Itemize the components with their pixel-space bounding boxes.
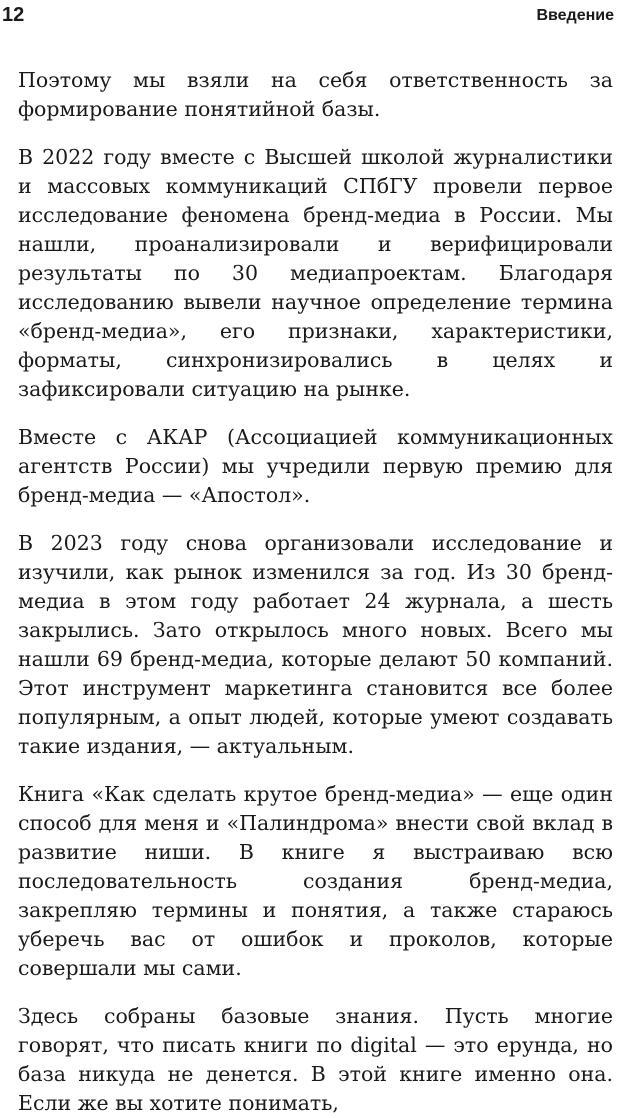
- paragraph: В 2023 году снова организовали исследование и изучили, как рынок изменился за год. Из 30 бренд-медиа в этом году работает 24 журнала, а шесть закрылись. Зато открылось много новых. Всего мы нашли 69 бренд-медиа, которые делают 50 компаний. Этот инструмент маркетинга становится все более популярным, а опыт людей, которые умеют создавать такие издания, — актуальным.: [18, 531, 613, 758]
- section-title: Введение: [536, 7, 614, 24]
- paragraph: Поэтому мы взяли на себя ответственность за формирование понятийной базы.: [18, 68, 613, 121]
- paragraph: Здесь собраны базовые знания. Пусть многие говорят, что писать книги по digital — это ерунда, но база никуда не денется. В этой книге именно она. Если же вы хотите понимать,: [18, 1004, 613, 1115]
- running-head: [0, 2, 614, 28]
- page-number: 12: [2, 4, 25, 26]
- paragraph: В 2022 году вместе с Высшей школой журналистики и массовых коммуникаций СПбГУ провели первое исследование феномена бренд-медиа в России. Мы нашли, проанализировали и верифицировали результаты по 30 медиапроектам. Благодаря исследованию вывели научное определение термина «бренд-медиа», его признаки, характеристики, форматы, синхронизировались в целях и зафиксировали ситуацию на рынке.: [18, 145, 613, 401]
- paragraph: Книга «Как сделать крутое бренд-медиа» — еще один способ для меня и «Палиндрома» внести свой вклад в развитие ниши. В книге я выстраиваю всю последовательность создания бренд-медиа, закрепляю термины и понятия, а также стараюсь уберечь вас от ошибок и проколов, которые совершали мы сами.: [18, 782, 613, 980]
- body-text: [18, 66, 613, 1118]
- paragraph: Вместе с АКАР (Ассоциацией коммуникационных агентств России) мы учредили первую премию для бренд-медиа — «Апостол».: [18, 425, 613, 507]
